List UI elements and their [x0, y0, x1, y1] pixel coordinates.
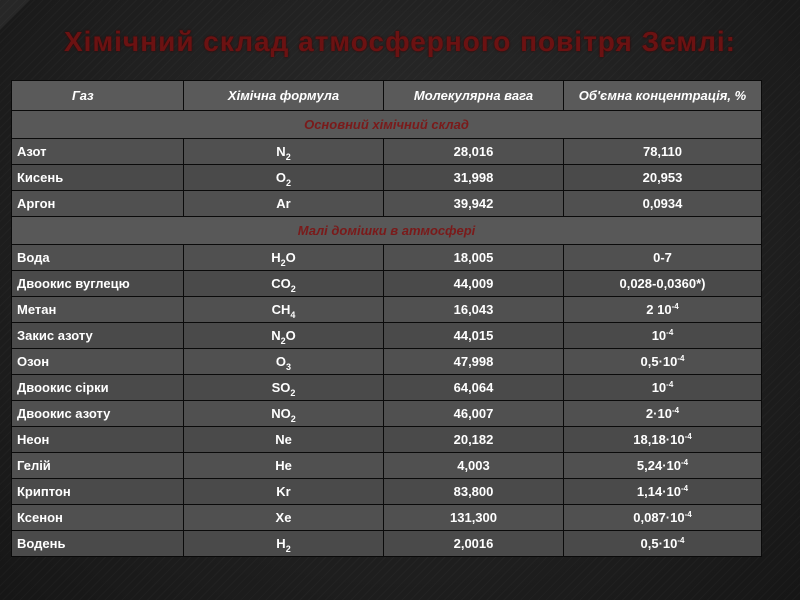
section-label: Малі домішки в атмосфері — [12, 217, 762, 245]
table-row — [12, 139, 762, 165]
formula-part: Ne — [275, 432, 292, 447]
concentration-exponent: -4 — [684, 510, 692, 519]
concentration-exponent: -4 — [680, 484, 689, 493]
gas-name-cell: Водень — [12, 531, 184, 557]
concentration-cell — [564, 531, 762, 557]
formula-cell — [184, 139, 384, 165]
formula-subscript: 4 — [290, 310, 296, 320]
concentration-cell — [564, 453, 762, 479]
concentration-cell — [564, 375, 762, 401]
concentration-cell — [564, 479, 762, 505]
molecular-weight-cell: 44,015 — [384, 323, 564, 349]
formula-part: N — [271, 328, 281, 343]
formula-subscript: 2 — [280, 258, 286, 268]
molecular-weight-cell: 4,003 — [384, 453, 564, 479]
concentration-exponent: -4 — [666, 380, 674, 389]
formula-subscript: 2 — [290, 414, 296, 424]
table-row — [12, 191, 762, 217]
gas-composition-table — [11, 80, 762, 557]
molecular-weight-cell: 20,182 — [384, 427, 564, 453]
formula-part: O — [285, 328, 296, 343]
gas-name-cell: Озон — [12, 349, 184, 375]
formula-subscript: 2 — [290, 388, 296, 398]
formula-part: N — [276, 144, 286, 159]
formula-cell — [184, 271, 384, 297]
molecular-weight-cell: 16,043 — [384, 297, 564, 323]
concentration-value: 0,0934 — [642, 196, 683, 211]
molecular-weight-cell: 46,007 — [384, 401, 564, 427]
molecular-weight-cell: 131,300 — [384, 505, 564, 531]
formula-part: CO — [271, 276, 291, 291]
header-volume-concentration: Об'ємна концентрація, % — [564, 81, 762, 111]
gas-name-cell: Ксенон — [12, 505, 184, 531]
gas-name-cell: Метан — [12, 297, 184, 323]
concentration-value: 0,087·10 — [633, 510, 685, 525]
formula-subscript: 2 — [280, 336, 286, 346]
table-row — [12, 245, 762, 271]
table-row — [12, 271, 762, 297]
slide-title: Хімічний склад атмосферного повітря Землі: — [63, 26, 736, 57]
concentration-exponent: -4 — [671, 406, 680, 415]
table-row — [12, 297, 762, 323]
concentration-value: 0,5·10 — [640, 536, 678, 551]
formula-part: He — [275, 458, 292, 473]
table-row — [12, 165, 762, 191]
molecular-weight-cell: 2,0016 — [384, 531, 564, 557]
concentration-cell — [564, 323, 762, 349]
concentration-value: 2·10 — [645, 406, 672, 421]
gas-name-cell: Кисень — [12, 165, 184, 191]
formula-cell — [184, 531, 384, 557]
concentration-cell — [564, 191, 762, 217]
concentration-value: 0,028-0,0360*) — [619, 276, 706, 291]
molecular-weight-cell: 83,800 — [384, 479, 564, 505]
gas-name-cell: Вода — [12, 245, 184, 271]
concentration-exponent: -4 — [671, 302, 679, 311]
formula-subscript: 2 — [286, 178, 292, 188]
formula-part: Ar — [276, 196, 291, 211]
formula-part: O — [285, 250, 296, 265]
table-header — [12, 81, 762, 111]
molecular-weight-cell: 18,005 — [384, 245, 564, 271]
gas-name-cell: Закис азоту — [12, 323, 184, 349]
concentration-exponent: -4 — [677, 354, 685, 363]
formula-subscript: 3 — [286, 362, 292, 372]
table-body — [12, 111, 762, 557]
formula-cell — [184, 453, 384, 479]
table-row — [12, 349, 762, 375]
gas-name-cell: Неон — [12, 427, 184, 453]
concentration-exponent: -4 — [666, 328, 674, 337]
concentration-cell — [564, 401, 762, 427]
formula-part: O — [275, 354, 287, 369]
formula-subscript: 2 — [290, 284, 296, 294]
gas-composition-table-container — [11, 80, 761, 557]
molecular-weight-cell: 28,016 — [384, 139, 564, 165]
gas-name-cell: Криптон — [12, 479, 184, 505]
formula-cell — [184, 427, 384, 453]
molecular-weight-cell: 64,064 — [384, 375, 564, 401]
section-row — [12, 217, 762, 245]
gas-name-cell: Азот — [12, 139, 184, 165]
gas-name-cell: Аргон — [12, 191, 184, 217]
table-row — [12, 531, 762, 557]
formula-subscript: 2 — [285, 152, 291, 162]
formula-part: H — [271, 250, 281, 265]
formula-cell — [184, 191, 384, 217]
header-row — [12, 81, 762, 111]
formula-cell — [184, 479, 384, 505]
section-label: Основний хімічний склад — [12, 111, 762, 139]
formula-cell — [184, 323, 384, 349]
molecular-weight-cell: 31,998 — [384, 165, 564, 191]
concentration-cell — [564, 139, 762, 165]
concentration-value: 0,5·10 — [640, 354, 678, 369]
concentration-value: 2 10 — [646, 302, 672, 317]
concentration-value: 18,18·10 — [633, 432, 685, 447]
concentration-cell — [564, 245, 762, 271]
table-row — [12, 401, 762, 427]
molecular-weight-cell: 44,009 — [384, 271, 564, 297]
formula-part: Xe — [275, 510, 292, 525]
concentration-value: 1,14·10 — [636, 484, 681, 499]
section-row — [12, 111, 762, 139]
formula-subscript: 2 — [285, 544, 291, 554]
formula-part: CH — [271, 302, 291, 317]
formula-part: Kr — [276, 484, 291, 499]
gas-name-cell: Двоокис сірки — [12, 375, 184, 401]
header-molecular-weight: Молекулярна вага — [384, 81, 564, 111]
formula-cell — [184, 349, 384, 375]
table-row — [12, 505, 762, 531]
formula-cell — [184, 165, 384, 191]
concentration-value: 0-7 — [653, 250, 672, 265]
gas-name-cell: Двоокис азоту — [12, 401, 184, 427]
formula-cell — [184, 375, 384, 401]
concentration-cell — [564, 505, 762, 531]
header-gas: Газ — [12, 81, 184, 111]
concentration-cell — [564, 165, 762, 191]
formula-cell — [184, 297, 384, 323]
formula-cell — [184, 245, 384, 271]
molecular-weight-cell: 39,942 — [384, 191, 564, 217]
formula-part: H — [276, 536, 286, 551]
concentration-value: 20,953 — [642, 170, 683, 185]
concentration-cell — [564, 427, 762, 453]
concentration-exponent: -4 — [684, 432, 692, 441]
concentration-value: 10 — [651, 328, 667, 343]
formula-part: O — [275, 170, 287, 185]
header-formula: Хімічна формула — [184, 81, 384, 111]
formula-part: SO — [271, 380, 291, 395]
table-row — [12, 375, 762, 401]
table-row — [12, 427, 762, 453]
formula-part: NO — [271, 406, 291, 421]
concentration-exponent: -4 — [680, 458, 689, 467]
concentration-value: 5,24·10 — [636, 458, 681, 473]
gas-name-cell: Двоокис вуглецю — [12, 271, 184, 297]
concentration-cell — [564, 349, 762, 375]
formula-cell — [184, 401, 384, 427]
table-row — [12, 453, 762, 479]
concentration-cell — [564, 297, 762, 323]
table-row — [12, 323, 762, 349]
molecular-weight-cell: 47,998 — [384, 349, 564, 375]
gas-name-cell: Гелій — [12, 453, 184, 479]
concentration-cell — [564, 271, 762, 297]
concentration-value: 10 — [651, 380, 667, 395]
concentration-value: 78,110 — [642, 144, 683, 159]
table-row — [12, 479, 762, 505]
concentration-exponent: -4 — [677, 536, 685, 545]
formula-cell — [184, 505, 384, 531]
